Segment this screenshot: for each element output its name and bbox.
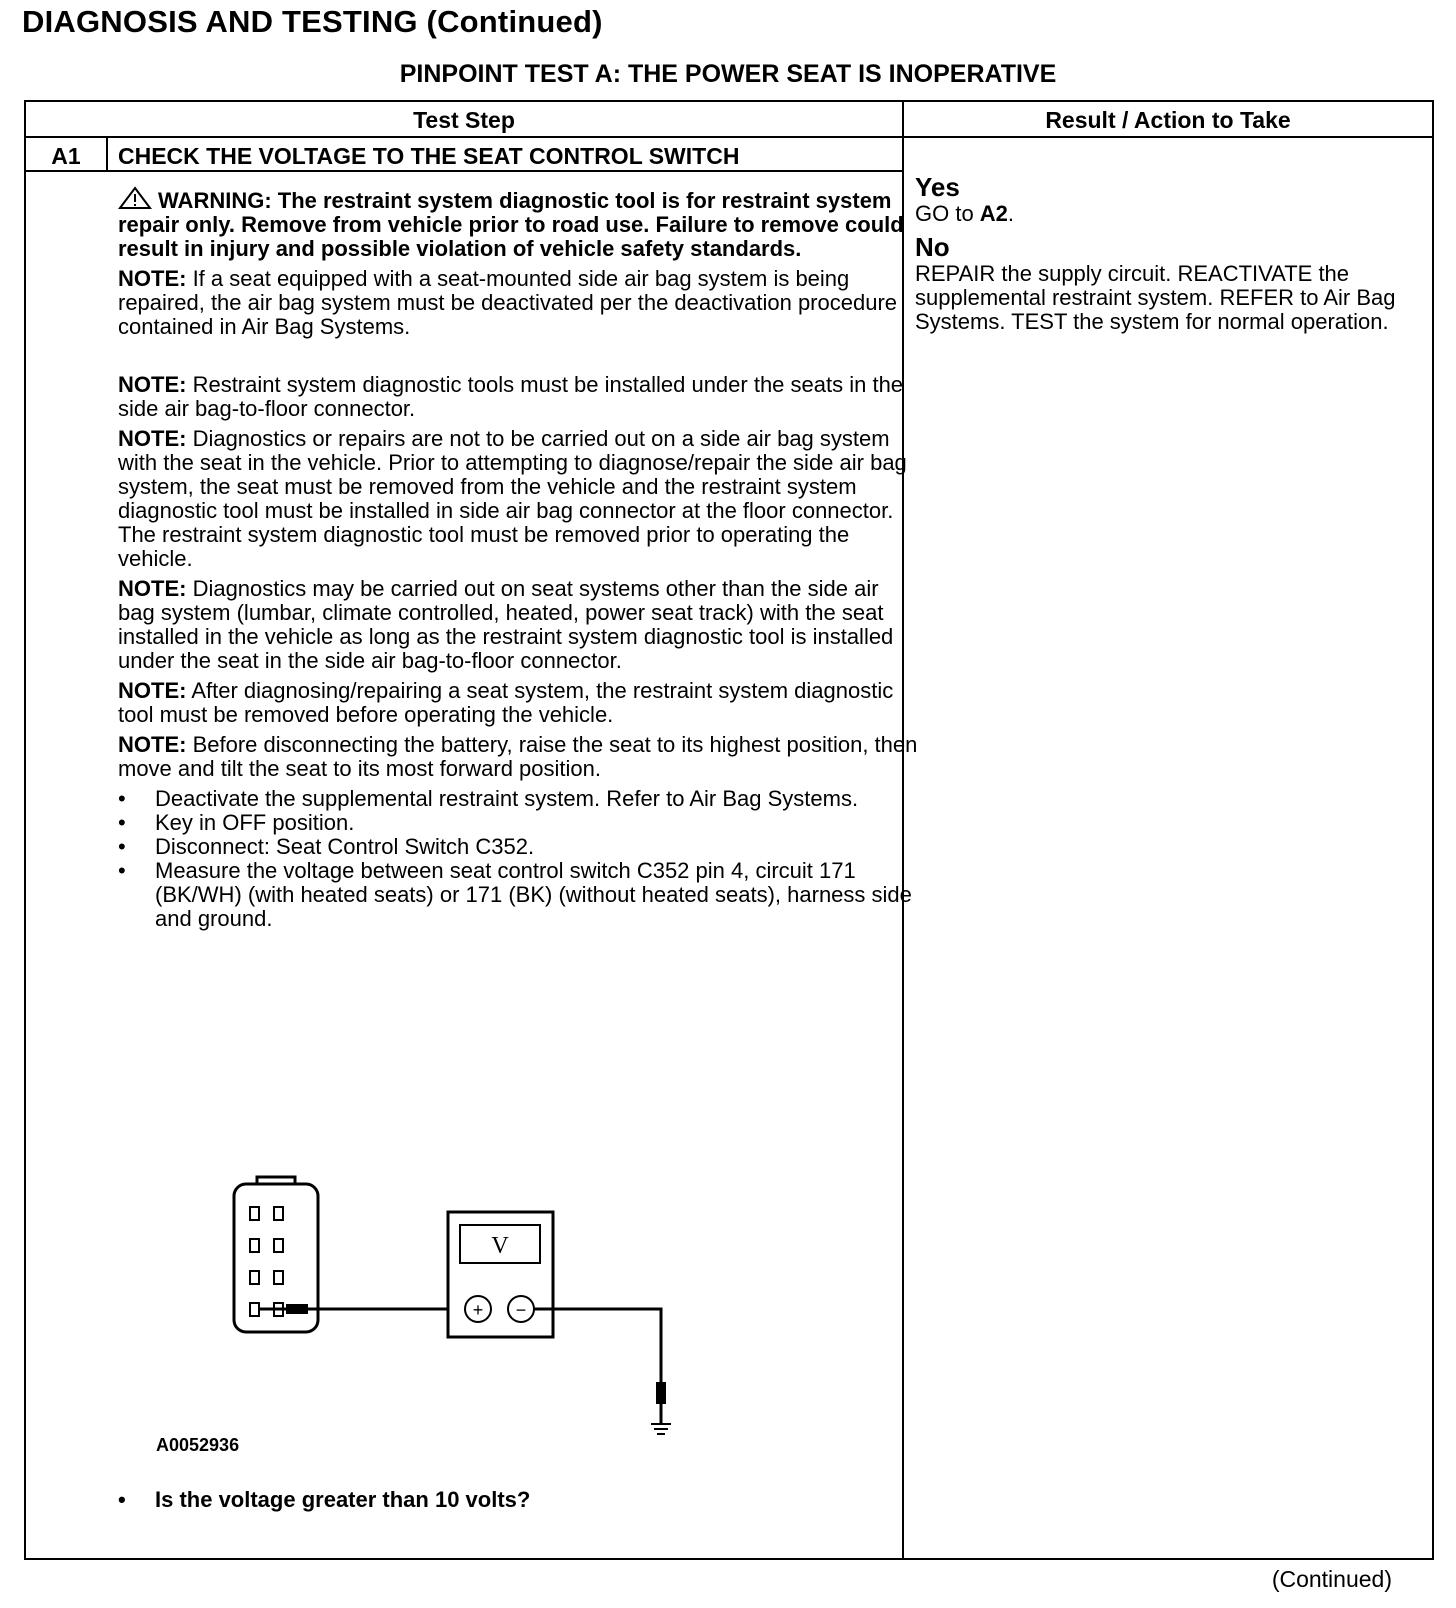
step-id-divider — [106, 136, 108, 171]
note-text: If a seat equipped with a seat-mounted side air bag system is being repaired, the air bag system must be deactivated per the deactivation procedure contained in Air Bag Systems. — [118, 266, 898, 339]
note-1 — [118, 267, 918, 339]
ground-symbol-icon — [651, 1424, 671, 1434]
bullet-icon: • — [118, 1487, 126, 1512]
note-text: Diagnostics may be carried out on seat systems other than the side air bag system (lumbar, climate controlled, heated, power seat track) with the seat installed in the vehicle as long as the restraint system diagnostic tool is installed under the seat in the side air bag-to-floor connector. — [118, 576, 894, 673]
bullet-icon: • — [118, 834, 126, 859]
warning-triangle-icon — [118, 186, 152, 210]
step-id: A1 — [51, 143, 81, 169]
warning-paragraph — [118, 186, 918, 261]
meter-label: V — [491, 1233, 509, 1259]
column-header-result: Result / Action to Take — [1045, 107, 1291, 133]
yes-target-step: A2 — [979, 201, 1008, 226]
bullet-text: Key in OFF position. — [155, 810, 355, 835]
result-yes-action — [915, 202, 1405, 226]
note-text: Before disconnecting the battery, raise the seat to its highest position, then move and tilt the seat to its most forward position. — [118, 732, 918, 781]
note-text: After diagnosing/repairing a seat system, the restraint system diagnostic tool must be removed before operating the vehicle. — [118, 678, 894, 727]
multimeter — [448, 1212, 553, 1337]
page-header: DIAGNOSIS AND TESTING (Continued) — [22, 4, 603, 39]
note-6 — [118, 733, 918, 781]
bullet-icon: • — [118, 810, 126, 835]
list-item — [118, 859, 918, 931]
bullet-icon: • — [118, 858, 126, 883]
warning-text: WARNING: The restraint system diagnostic tool is for restraint system repair only. Remove from vehicle prior to road use. Failure to remove could result in injury and possible violation of vehicle safety standards. — [118, 188, 904, 261]
note-label: NOTE: — [118, 576, 187, 601]
note-label: NOTE: — [118, 678, 187, 703]
list-item — [118, 787, 918, 811]
test-title: PINPOINT TEST A: THE POWER SEAT IS INOPERATIVE — [399, 60, 1057, 88]
step-question — [118, 1487, 530, 1513]
plus-sign: + — [472, 1300, 484, 1320]
question-text: Is the voltage greater than 10 volts? — [155, 1487, 531, 1512]
bullet-text: Measure the voltage between seat control switch C352 pin 4, circuit 171 (BK/WH) (with heated seats) or 171 (BK) (without heated seats), harness side and ground. — [155, 858, 912, 931]
note-5 — [118, 679, 918, 727]
note-2 — [118, 373, 918, 421]
bullet-text: Disconnect: Seat Control Switch C352. — [155, 834, 535, 859]
pinpoint-table — [24, 100, 1434, 1560]
minus-sign: − — [515, 1300, 527, 1320]
continued-footer: (Continued) — [1271, 1566, 1392, 1592]
figure-id: A0052936 — [156, 1435, 240, 1455]
step-title: CHECK THE VOLTAGE TO THE SEAT CONTROL SWITCH — [118, 143, 740, 169]
step-body — [118, 186, 918, 931]
note-4 — [118, 577, 918, 673]
list-item — [118, 835, 918, 859]
note-label: NOTE: — [118, 426, 187, 451]
note-text: Diagnostics or repairs are not to be carried out on a side air bag system with the seat in the vehicle. Prior to attempting to diagnose/repair the side air bag system, the seat must be removed from the vehicle and the restraint system diagnostic tool must be installed in side air bag connector at the floor connector. The restraint system diagnostic tool must be removed prior to operating the vehicle. — [118, 426, 907, 571]
procedure-bullets — [118, 787, 918, 931]
note-text: Restraint system diagnostic tools must be installed under the seats in the side air bag-to-floor connector. — [118, 372, 904, 421]
yes-action-suffix: . — [1007, 201, 1015, 226]
result-no-action: REPAIR the supply circuit. REACTIVATE the supplemental restraint system. REFER to Air Bag Systems. TEST the system for normal operation. — [915, 261, 1396, 334]
list-item — [118, 811, 918, 835]
bullet-text: Deactivate the supplemental restraint system. Refer to Air Bag Systems. — [155, 786, 859, 811]
ground-probe — [656, 1382, 666, 1424]
note-3 — [118, 427, 918, 571]
note-label: NOTE: — [118, 372, 187, 397]
result-yes-label: Yes — [915, 172, 960, 202]
result-action — [915, 172, 1405, 334]
yes-action-text: GO to — [915, 201, 980, 226]
note-label: NOTE: — [118, 266, 187, 291]
result-no-label: No — [915, 232, 950, 262]
note-label: NOTE: — [118, 732, 187, 757]
bullet-icon: • — [118, 786, 126, 811]
column-header-test-step: Test Step — [413, 107, 515, 133]
